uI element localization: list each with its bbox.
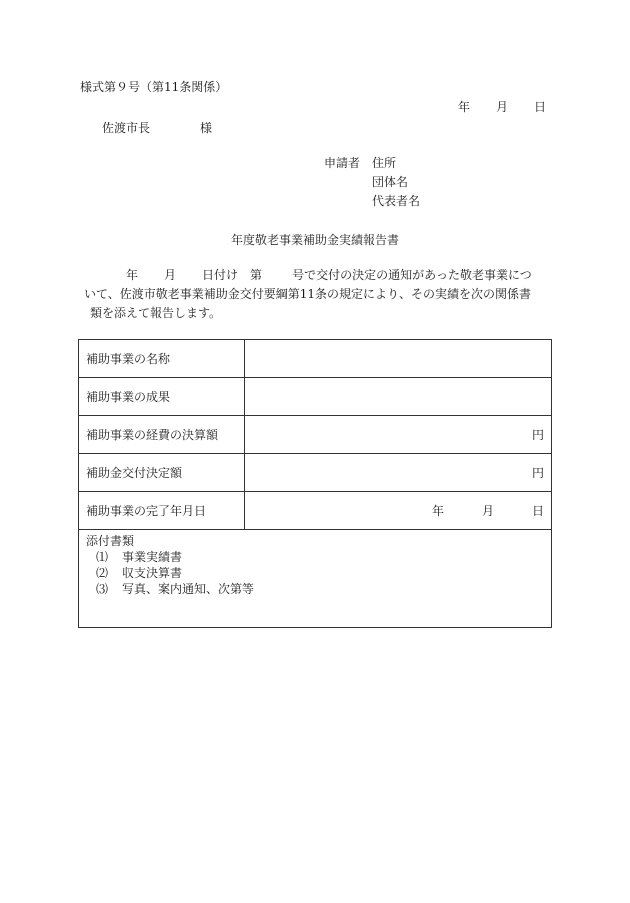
applicant-address-label: 住所	[372, 156, 397, 170]
date-day: 日	[534, 100, 547, 114]
body-line1-rest: 号で交付の決定の通知があった敬老事業につ	[292, 268, 532, 282]
attachments-row	[79, 530, 552, 628]
body-number-prefix: 第	[250, 268, 263, 282]
addressee-name: 佐渡市長	[102, 121, 151, 135]
attachment-item	[86, 581, 544, 597]
table-row	[79, 454, 552, 492]
row-value	[245, 378, 552, 416]
date-line	[458, 100, 546, 114]
attachments-title: 添付書類	[86, 534, 135, 548]
report-table	[78, 339, 552, 628]
table-row-completion	[79, 492, 552, 530]
table-row	[79, 340, 552, 378]
row-label: 補助金交付決定額	[79, 454, 245, 492]
attachments-cell	[79, 530, 552, 628]
body-line-1	[90, 266, 560, 285]
row-value-yen: 円	[245, 454, 552, 492]
attachment-text: 事業実績書	[122, 550, 183, 564]
body-line-2: いて、佐渡市敬老事業補助金交付要綱第11条の規定により、その実績を次の関係書	[84, 287, 532, 301]
addressee	[102, 121, 212, 135]
completion-date	[245, 492, 552, 530]
applicant-label: 申請者	[324, 156, 361, 170]
completion-year: 年	[431, 504, 444, 518]
attachment-item	[86, 549, 544, 565]
applicant-group-label: 団体名	[372, 175, 409, 189]
attachment-item	[86, 565, 544, 581]
completion-month: 月	[481, 504, 494, 518]
applicant-representative-label: 代表者名	[372, 194, 421, 208]
body-paragraph	[84, 266, 560, 323]
row-value	[245, 340, 552, 378]
date-month: 月	[496, 100, 509, 114]
attachment-text: 写真、案内通知、次第等	[122, 582, 255, 596]
table-row	[79, 378, 552, 416]
form-number: 様式第９号（第11条関係）	[80, 80, 228, 94]
body-year: 年	[126, 268, 139, 282]
row-value-yen: 円	[245, 416, 552, 454]
body-line-3: 類を添えて報告します。	[90, 306, 222, 320]
row-label: 補助事業の成果	[79, 378, 245, 416]
body-day-label: 日付け	[202, 268, 239, 282]
document-title: 年度敬老事業補助金実績報告書	[230, 233, 399, 247]
completion-day: 日	[531, 504, 544, 518]
attachment-number: ⑴	[96, 550, 109, 564]
applicant-block	[324, 156, 420, 213]
row-label: 補助事業の名称	[79, 340, 245, 378]
row-label: 補助事業の経費の決算額	[79, 416, 245, 454]
attachment-text: 収支決算書	[122, 566, 183, 580]
table-row	[79, 416, 552, 454]
attachment-number: ⑵	[96, 566, 109, 580]
completion-label: 補助事業の完了年月日	[79, 492, 245, 530]
date-year: 年	[458, 100, 471, 114]
body-month: 月	[164, 268, 177, 282]
addressee-honorific: 様	[200, 121, 213, 135]
attachment-number: ⑶	[96, 582, 109, 596]
